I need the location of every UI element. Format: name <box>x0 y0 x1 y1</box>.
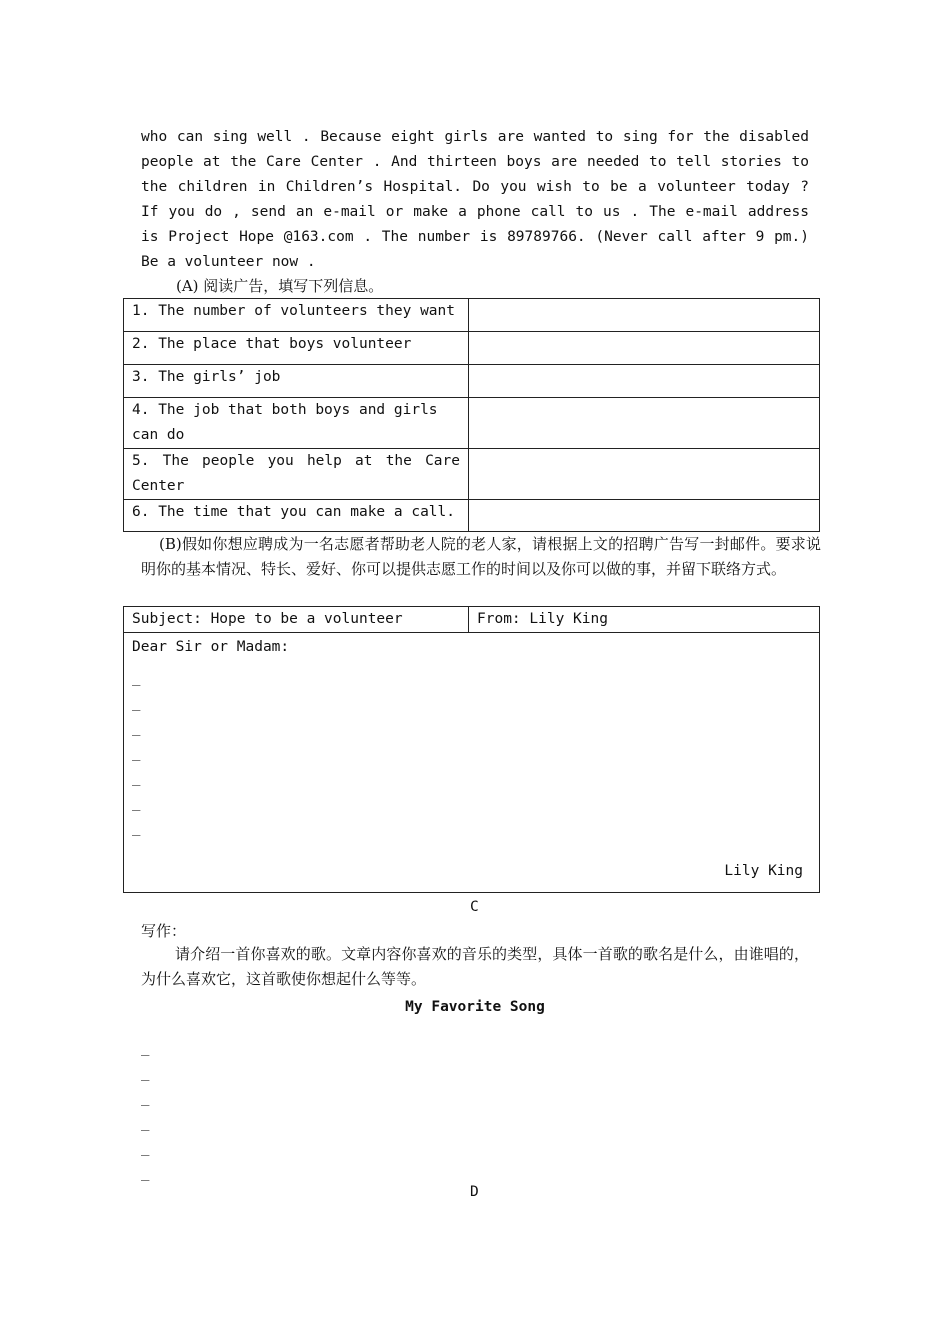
section-a-instruction: (A) 阅读广告，填写下列信息。 <box>176 277 384 295</box>
email-greeting: Dear Sir or Madam: <box>132 639 290 655</box>
writing-line[interactable]: _ <box>141 1140 150 1156</box>
table-row <box>124 449 820 500</box>
writing-line[interactable]: _ <box>132 670 141 686</box>
email-signature: Lily King <box>724 863 803 879</box>
section-c-label: C <box>470 899 479 915</box>
table-row <box>124 299 820 332</box>
writing-line[interactable]: _ <box>132 770 141 786</box>
answer-cell[interactable] <box>469 299 820 332</box>
email-body[interactable] <box>124 633 820 893</box>
question-cell: 5. The people you help at the Care Center <box>124 449 469 500</box>
table-row <box>124 500 820 532</box>
question-cell: 4. The job that both boys and girls can do <box>124 398 469 449</box>
answer-cell[interactable] <box>469 398 820 449</box>
section-c-prompt: 请介绍一首你喜欢的歌。文章内容你喜欢的音乐的类型，具体一首歌的歌名是什么，由谁唱的，为什么喜欢它，这首歌使你想起什么等等。 <box>141 945 809 988</box>
writing-line[interactable]: _ <box>141 1065 150 1081</box>
answer-cell[interactable] <box>469 365 820 398</box>
section-c-heading: 写作： <box>141 922 187 940</box>
table-row <box>124 365 820 398</box>
email-subject: Subject: Hope to be a volunteer <box>124 607 469 633</box>
writing-line[interactable]: _ <box>141 1115 150 1131</box>
section-d-label: D <box>470 1184 479 1200</box>
question-cell: 2. The place that boys volunteer <box>124 332 469 365</box>
passage-text: who can sing well . Because eight girls are wanted to sing for the disabled people at the Care Center . And thirteen boys are needed to tell stories to the children in Children’s Hospital. Do you wish to be a volunteer today ? If you do , send an e-mail or make a phone call to us . The e-mail address is Project Hope @163.com . The number is 89789766. (Never call after 9 pm.) Be a volunteer now . <box>141 129 809 270</box>
writing-line[interactable]: _ <box>141 1040 150 1056</box>
essay-title: My Favorite Song <box>405 999 545 1015</box>
answer-cell[interactable] <box>469 332 820 365</box>
question-cell: 3. The girls’ job <box>124 365 469 398</box>
writing-line[interactable]: _ <box>132 695 141 711</box>
email-from: From: Lily King <box>469 607 820 633</box>
table-row <box>124 332 820 365</box>
answer-cell[interactable] <box>469 500 820 532</box>
question-cell: 6. The time that you can make a call. <box>124 500 469 532</box>
writing-line[interactable]: _ <box>132 745 141 761</box>
writing-line[interactable]: _ <box>132 795 141 811</box>
question-cell: 1. The number of volunteers they want <box>124 299 469 332</box>
writing-line[interactable]: _ <box>132 720 141 736</box>
section-b-instruction: (B)假如你想应聘成为一名志愿者帮助老人院的老人家，请根据上文的招聘广告写一封邮件。要求说明你的基本情况、特长、爱好、你可以提供志愿工作的时间以及你可以做的事，并留下联络方式。 <box>141 535 821 578</box>
info-table <box>123 298 820 532</box>
email-form <box>123 606 820 893</box>
writing-line[interactable]: _ <box>141 1165 150 1181</box>
writing-line[interactable]: _ <box>141 1090 150 1106</box>
answer-cell[interactable] <box>469 449 820 500</box>
writing-line[interactable]: _ <box>132 820 141 836</box>
table-row <box>124 398 820 449</box>
